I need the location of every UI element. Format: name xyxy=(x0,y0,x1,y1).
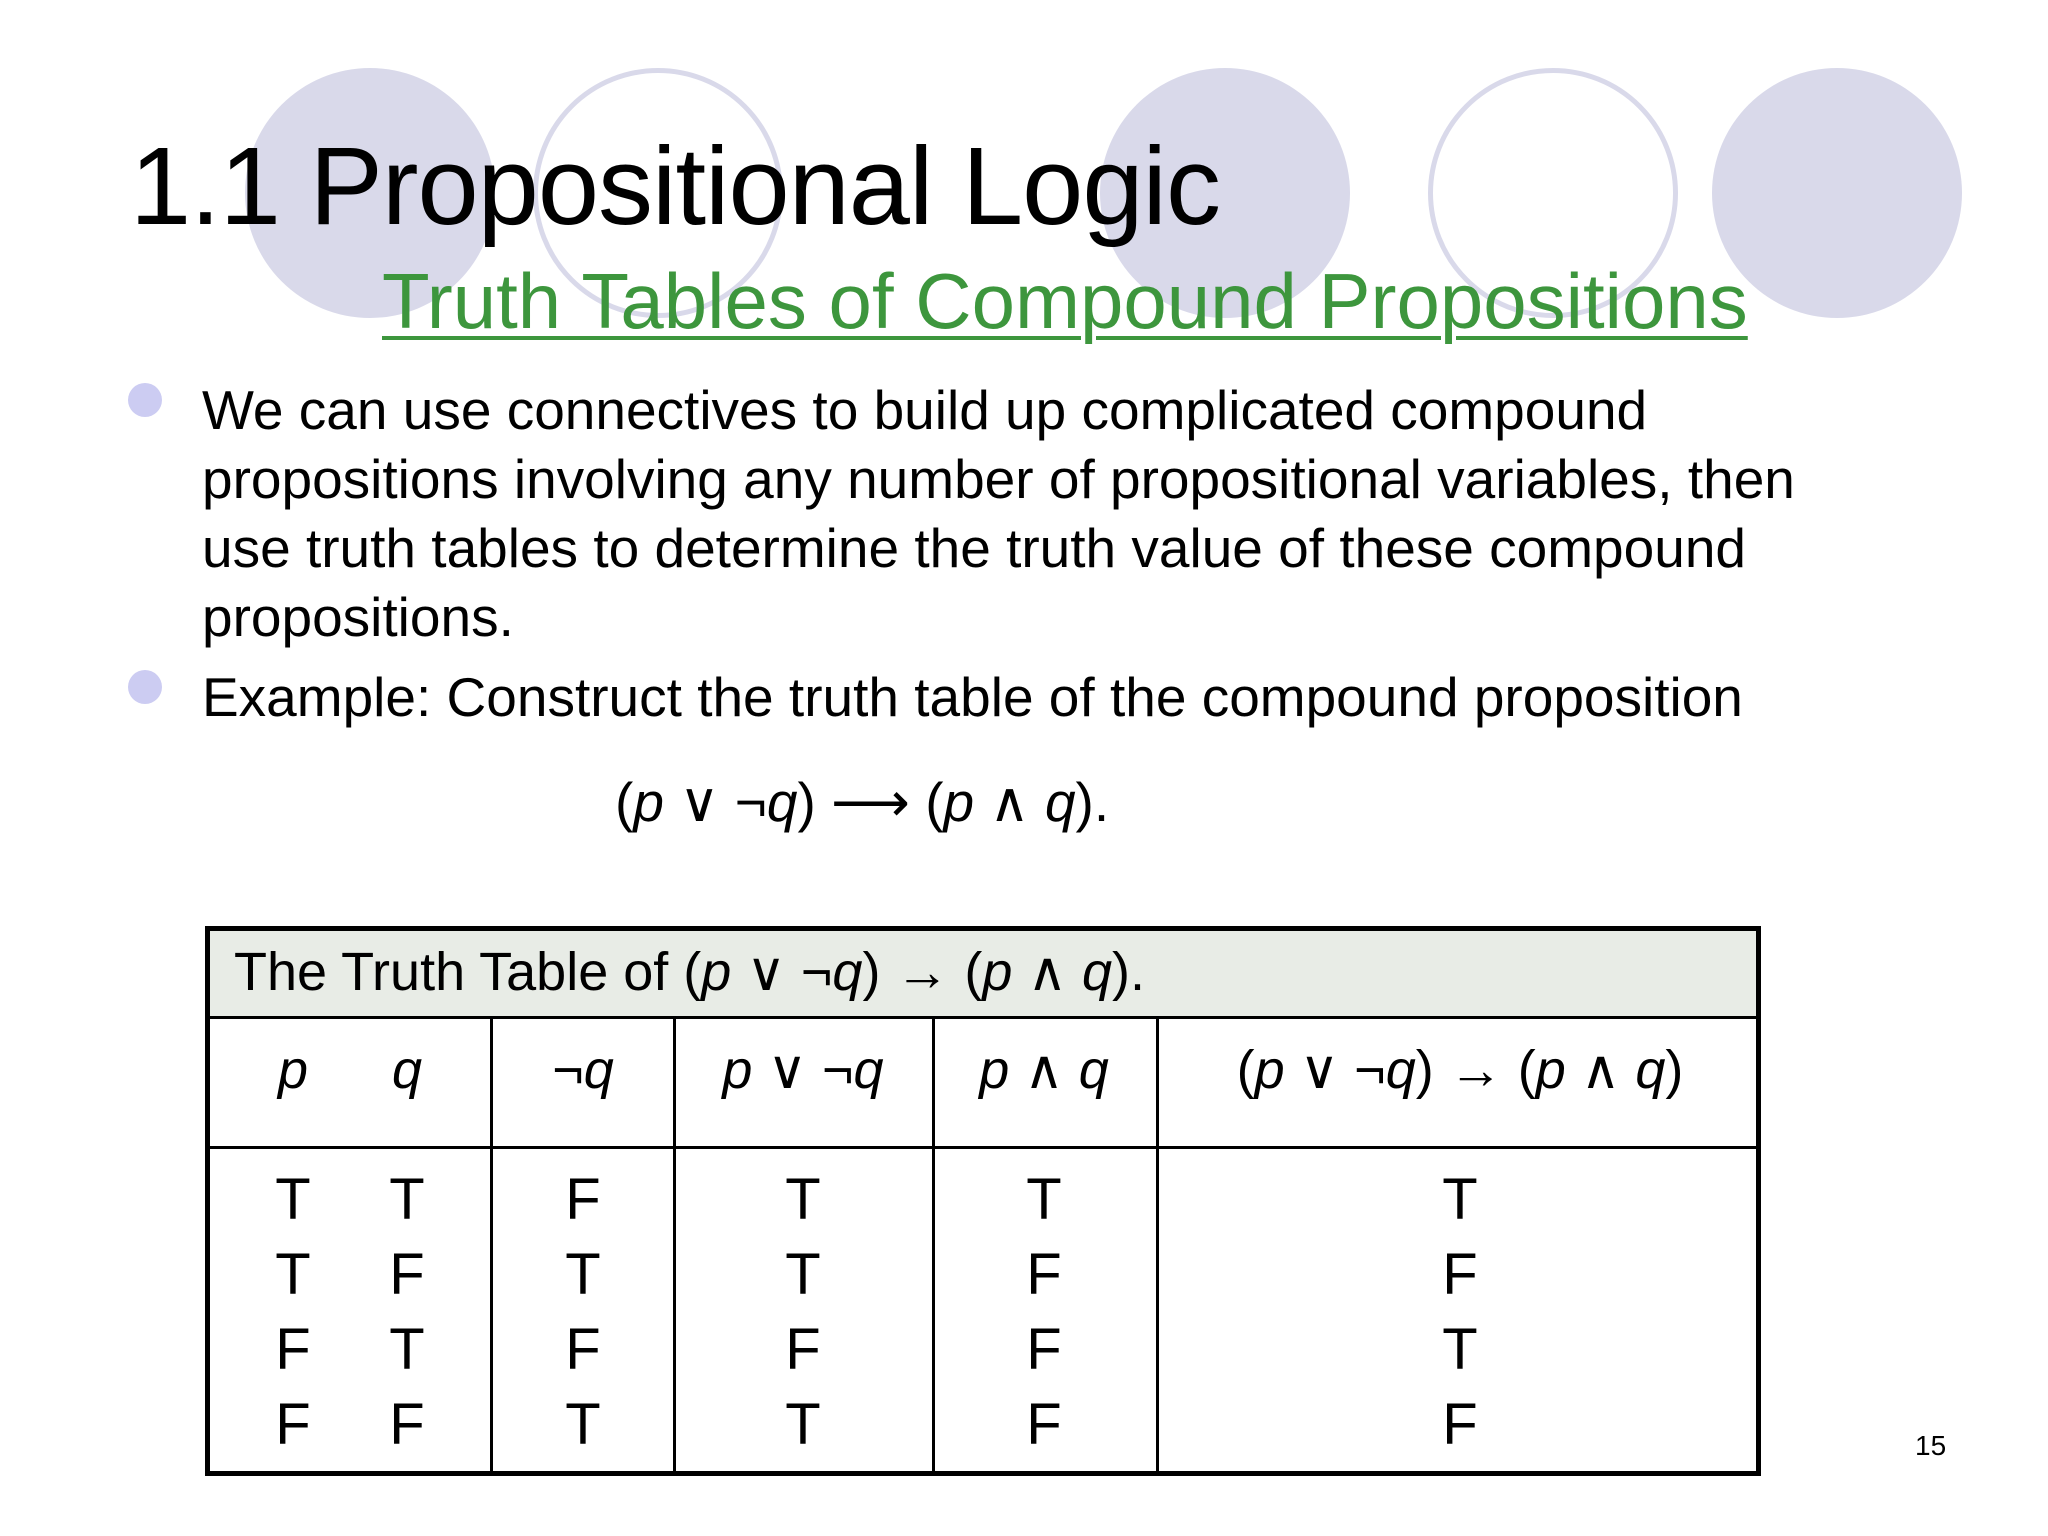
compound-proposition-formula xyxy=(615,771,1110,833)
header-part: ∨ ¬ xyxy=(752,1040,854,1100)
formula-part: ) ⟶ ( xyxy=(797,771,944,833)
table-cell: T xyxy=(275,1242,311,1307)
formula-part: ( xyxy=(615,771,634,833)
caption-var-p: p xyxy=(701,942,732,1002)
caption-part: The Truth Table of ( xyxy=(234,942,702,1002)
table-cell: F xyxy=(275,1392,311,1457)
table-cell: F xyxy=(785,1317,821,1382)
formula-var-p: p xyxy=(943,771,975,833)
table-cell: F xyxy=(1442,1392,1478,1457)
header-var-q: q xyxy=(391,1040,423,1100)
decor-circle-5 xyxy=(1712,68,1962,318)
page-number: 15 xyxy=(1915,1430,1947,1461)
table-cell: T xyxy=(565,1242,601,1307)
header-var-p: p xyxy=(1254,1040,1285,1100)
table-cell: T xyxy=(389,1317,425,1382)
header-var-q: q xyxy=(1385,1040,1416,1100)
header-var-p: p xyxy=(1535,1040,1566,1100)
slide-title: 1.1 Propositional Logic xyxy=(130,125,1220,248)
table-cell: F xyxy=(389,1392,425,1457)
table-cell: T xyxy=(785,1242,821,1307)
table-cell: T xyxy=(1442,1317,1478,1382)
caption-part: ∨ ¬ xyxy=(731,942,833,1002)
formula-part: ∧ xyxy=(974,771,1045,833)
table-cell: T xyxy=(1442,1167,1478,1232)
formula-var-p: p xyxy=(633,771,664,833)
header-q xyxy=(391,1040,423,1100)
caption-var-q: q xyxy=(832,942,863,1002)
header-var-p: p xyxy=(722,1040,753,1100)
header-implication xyxy=(1236,1040,1684,1100)
table-cell: F xyxy=(565,1167,601,1232)
formula-part: ∨ xyxy=(663,771,735,833)
table-cell: F xyxy=(1026,1392,1062,1457)
header-divider xyxy=(210,1146,1756,1149)
header-p xyxy=(277,1040,309,1100)
table-cell: T xyxy=(565,1392,601,1457)
slide-subtitle: Truth Tables of Compound Propositions xyxy=(382,257,1748,345)
header-var-q: q xyxy=(583,1040,614,1100)
table-cell: F xyxy=(1442,1242,1478,1307)
table-cell: T xyxy=(785,1392,821,1457)
header-part: ( xyxy=(1236,1040,1255,1100)
bullet-text-line: Example: Construct the truth table of the compound proposition xyxy=(202,666,1743,728)
truth-table xyxy=(205,926,1761,1476)
header-var-q: q xyxy=(853,1040,884,1100)
column-divider xyxy=(673,1019,676,1471)
bullet-text-line: propositions. xyxy=(202,586,514,648)
table-cell: F xyxy=(389,1242,425,1307)
header-part: ) xyxy=(1665,1040,1684,1100)
column-divider xyxy=(1156,1019,1159,1471)
caption-var-q: q xyxy=(1082,942,1113,1002)
bullet-text-line: propositions involving any number of propositional variables, then xyxy=(202,448,1795,510)
column-divider xyxy=(932,1019,935,1471)
header-p-and-q xyxy=(979,1040,1109,1100)
table-cell: F xyxy=(1026,1242,1062,1307)
formula-part: ¬ xyxy=(734,771,767,833)
table-cell: T xyxy=(1026,1167,1062,1232)
bullet-marker xyxy=(128,670,162,704)
bullet-text-line: use truth tables to determine the truth value of these compound xyxy=(202,517,1747,579)
header-part: ¬ xyxy=(552,1040,584,1100)
header-not-q xyxy=(552,1040,614,1100)
column-divider xyxy=(490,1019,493,1471)
header-var-q: q xyxy=(1635,1040,1666,1100)
header-part: ) → ( xyxy=(1415,1040,1536,1100)
bullet-marker xyxy=(128,383,162,417)
header-part: ∧ xyxy=(1565,1040,1636,1100)
formula-part: ). xyxy=(1075,771,1110,833)
header-part: ∧ xyxy=(1009,1040,1079,1100)
table-cell: T xyxy=(275,1167,311,1232)
table-caption-row xyxy=(210,931,1756,1019)
table-cell: F xyxy=(275,1317,311,1382)
table-cell: F xyxy=(565,1317,601,1382)
header-var-p: p xyxy=(277,1040,309,1100)
caption-part: ∧ xyxy=(1012,942,1082,1002)
table-cell: T xyxy=(785,1167,821,1232)
formula-var-q: q xyxy=(1044,771,1076,833)
header-var-p: p xyxy=(979,1040,1010,1100)
header-part: ∨ ¬ xyxy=(1284,1040,1386,1100)
table-caption xyxy=(234,942,1146,1002)
caption-part: ) → ( xyxy=(862,942,983,1002)
bullet-text-line: We can use connectives to build up complicated compound xyxy=(202,379,1648,441)
header-p-or-not-q xyxy=(722,1040,884,1100)
header-var-q: q xyxy=(1078,1040,1109,1100)
table-cell: T xyxy=(389,1167,425,1232)
formula-var-q: q xyxy=(766,771,798,833)
table-cell: F xyxy=(1026,1317,1062,1382)
caption-var-p: p xyxy=(982,942,1013,1002)
caption-part: ). xyxy=(1112,942,1146,1002)
